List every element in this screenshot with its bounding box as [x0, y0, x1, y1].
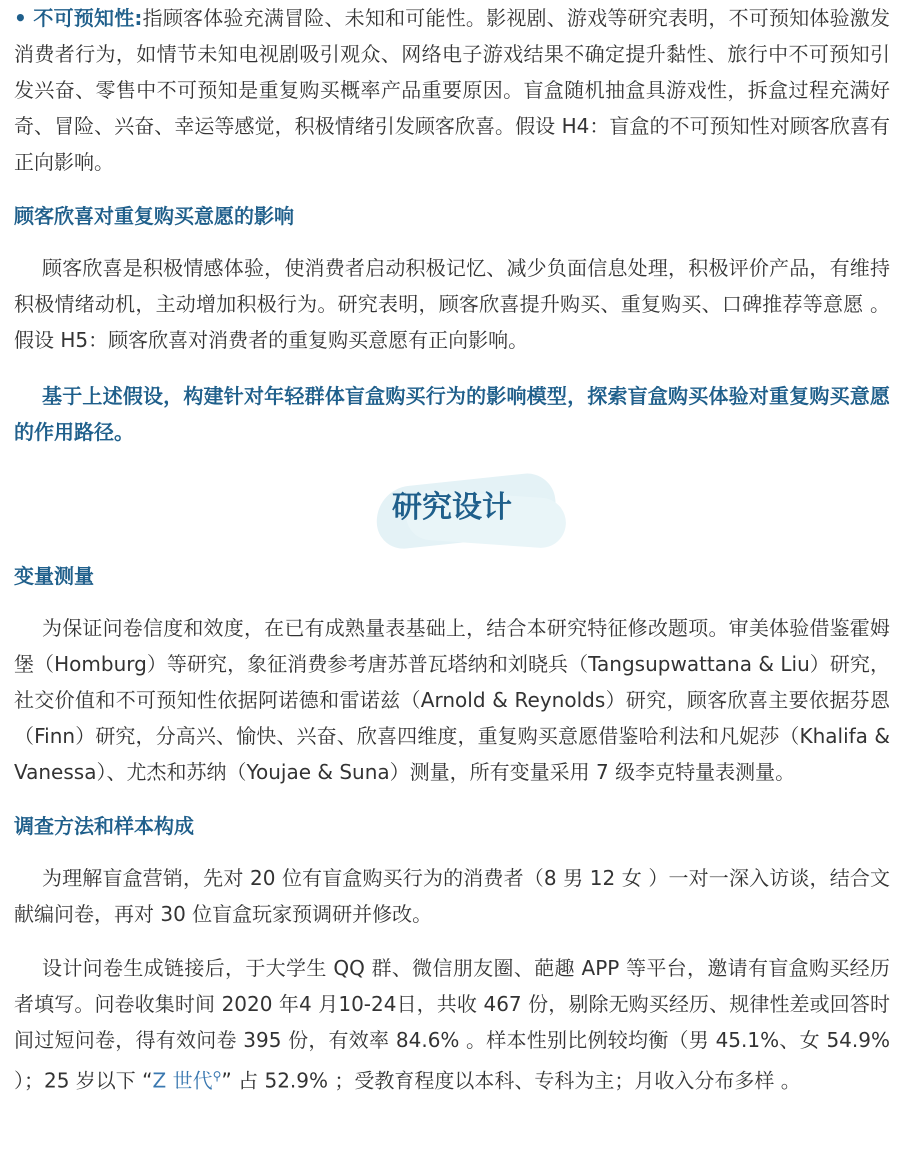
section-title: 研究设计 — [392, 490, 512, 525]
bullet-marker: • — [14, 6, 27, 30]
paragraph-delight: 顾客欣喜是积极情感体验，使消费者启动积极记忆、减少负面信息处理，积极评价产品，有维持积极情绪动机，主动增加积极行为。研究表明，顾客欣喜提升购买、重复购买、口碑推荐等意愿 。假设 H5：顾客欣喜对消费者的重复购买意愿有正向影响。 — [14, 256, 890, 352]
subheading-variable-measurement: 变量测量 — [14, 564, 94, 588]
paragraph-model-summary: 基于上述假设，构建针对年轻群体盲盒购买行为的影响模型，探索盲盒购买体验对重复购买意愿的作用路径。 — [14, 384, 890, 444]
paragraph-measurement: 为保证问卷信度和效度，在已有成熟量表基础上，结合本研究特征修改题项。审美体验借鉴霍姆堡（Homburg）等研究，象征消费参考唐苏普瓦塔纳和刘晓兵（Tangsupwattana & Liu）研究，社交价值和不可预知性依据阿诺德和雷诺兹（Arnold & Reynolds）研究，顾客欣喜主要依据芬恩（Finn）研究，分高兴、愉快、兴奋、欣喜四维度，重复购买意愿借鉴哈利法和凡妮莎（Khalifa & Vanessa）、尤杰和苏纳（Youjae & Suna）测量，所有变量采用 7 级李克特量表测量。 — [14, 616, 890, 784]
unpredictability-text: 指顾客体验充满冒险、未知和可能性。影视剧、游戏等研究表明，不可预知体验激发消费者行为，如情节未知电视剧吸引观众、网络电子游戏结果不确定提升黏性、旅行中不可预知引发兴奋、零售中不可预知是重复购买概率产品重要原因。盲盒随机抽盒具游戏性，拆盒过程充满好奇、冒险、兴奋、幸运等感觉，积极情绪引发顾客欣喜。假设 H4：盲盒的不可预知性对顾客欣喜有正向影响。 — [14, 6, 891, 174]
paragraph-unpredictability — [14, 0, 890, 180]
paragraph-sample — [14, 950, 890, 1099]
sample-text-before: 设计问卷生成链接后，于大学生 QQ 群、微信朋友圈、葩趣 APP 等平台，邀请有盲盒购买经历者填写。问卷收集时间 2020 年4 月10-24日，共收 467 份，剔除无购买经历、规律性差或回答时间过短问卷，得有效问卷 395 份，有效率 84.6% 。样本性别比例较均衡（男 45.1%、女 54.9% ）；25 岁以下 “ — [14, 956, 890, 1093]
section-title-block — [14, 472, 890, 548]
unpredictability-label: 不可预知性: — [33, 6, 143, 30]
paragraph-interviews: 为理解盲盒营销，先对 20 位有盲盒购买行为的消费者（8 男 12 女 ）一对一深入访谈，结合文献编问卷，再对 30 位盲盒玩家预调研并修改。 — [14, 866, 890, 926]
subheading-delight-repurchase: 顾客欣喜对重复购买意愿的影响 — [14, 204, 294, 228]
gen-z-link[interactable]: Z 世代 — [152, 1068, 213, 1093]
article-content — [14, 0, 890, 1099]
search-icon[interactable]: ⚲ — [212, 1069, 222, 1083]
sample-text-after: ” 占 52.9% ；受教育程度以本科、专科为主；月收入分布多样 。 — [221, 1068, 801, 1093]
subheading-survey-method: 调查方法和样本构成 — [14, 814, 194, 838]
